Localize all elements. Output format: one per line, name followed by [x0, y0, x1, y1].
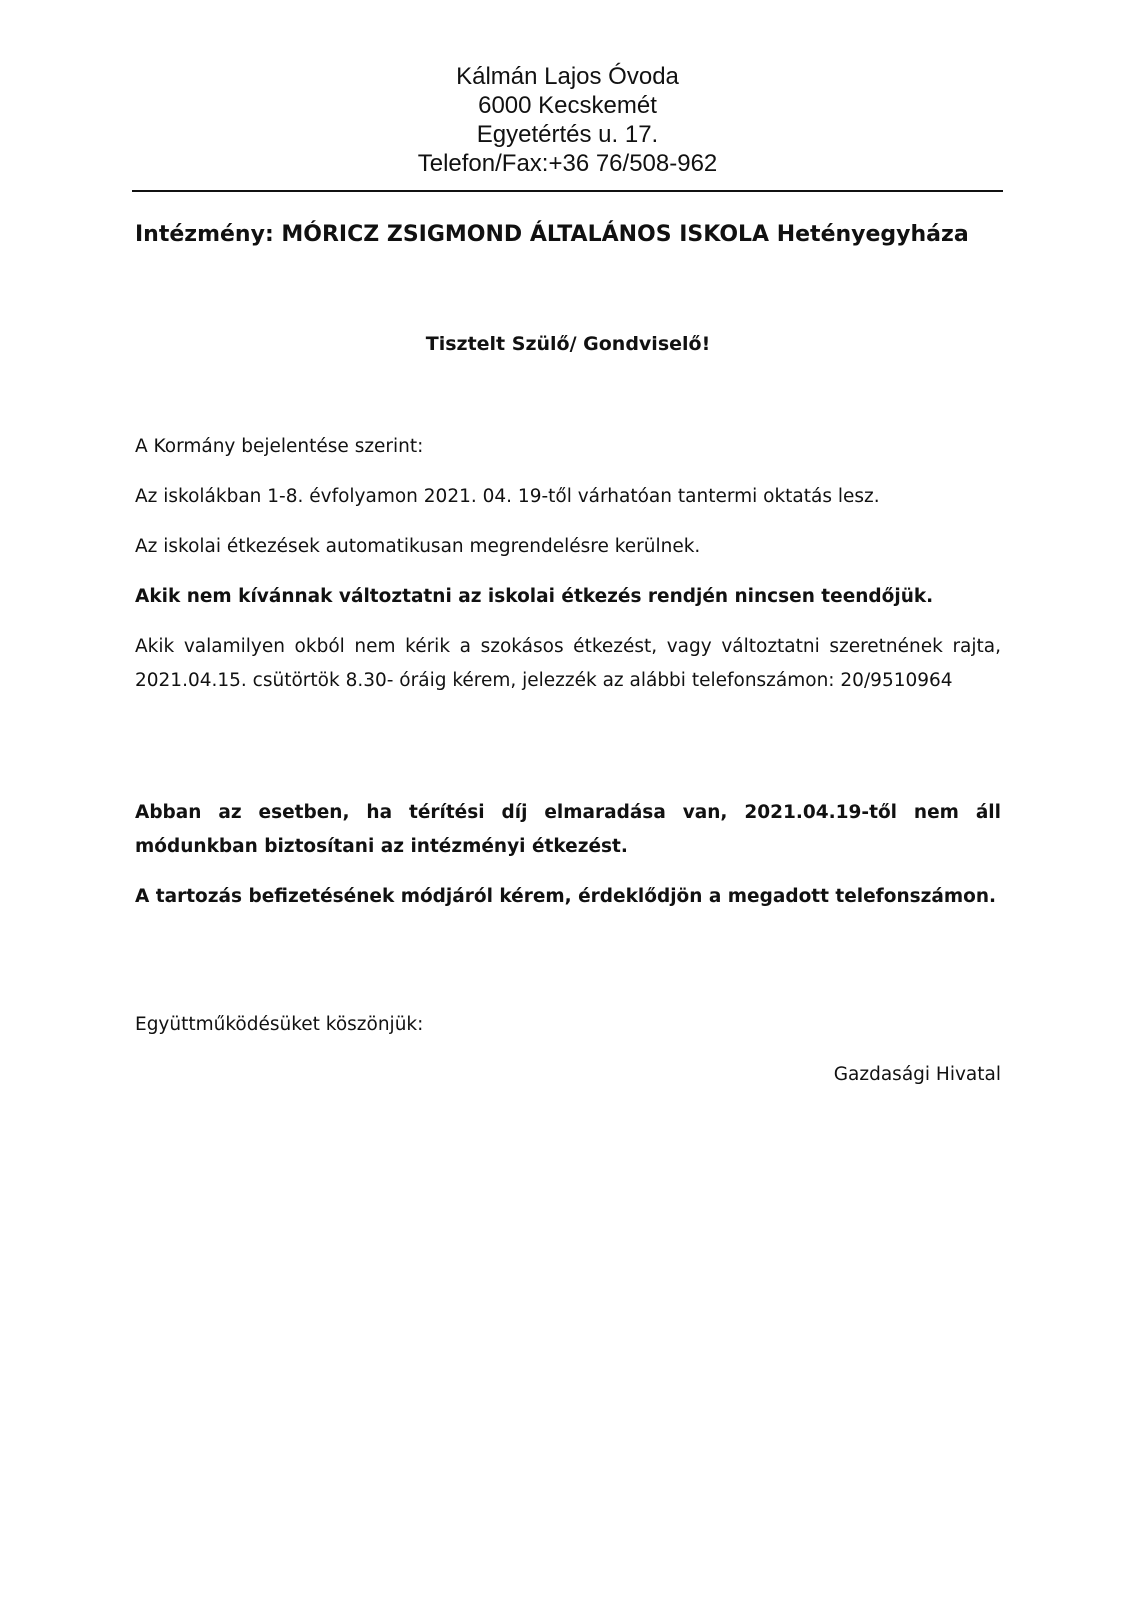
institution-heading: Intézmény: MÓRICZ ZSIGMOND ÁLTALÁNOS ISKOLA Hetényegyháza — [135, 222, 969, 247]
paragraph-no-action-needed: Akik nem kívánnak változtatni az iskolai étkezés rendjén nincsen teendőjük. — [135, 586, 934, 607]
letterhead-divider — [132, 190, 1003, 192]
paragraph-announcement-intro: A Kormány bejelentése szerint: — [135, 436, 424, 457]
paragraph-thanks: Együttműködésüket köszönjük: — [135, 1014, 424, 1035]
paragraph-meal-ordering: Az iskolai étkezések automatikusan megrendelésre kerülnek. — [135, 536, 701, 557]
paragraph-arrears-notice: Abban az esetben, ha térítési díj elmaradása van, 2021.04.19-től nem áll módunkban biztosítani az intézményi étkezést. — [135, 802, 1001, 857]
signature: Gazdasági Hivatal — [833, 1064, 1001, 1085]
greeting: Tisztelt Szülő/ Gondviselő! — [425, 333, 711, 355]
organization-phone: Telefon/Fax:+36 76/508-962 — [417, 150, 718, 177]
paragraph-classroom-education: Az iskolákban 1-8. évfolyamon 2021. 04. 19-től várhatóan tantermi oktatás lesz. — [135, 486, 880, 507]
paragraph-change-request: Akik valamilyen okból nem kérik a szokásos étkezést, vagy változtatni szeretnének rajta, 2021.04.15. csütörtök 8.30- óráig kérem, jelezzék az alábbi telefonszámon: 20/9510964 — [135, 636, 1001, 691]
organization-city: 6000 Kecskemét — [478, 92, 657, 119]
organization-street: Egyetértés u. 17. — [476, 121, 659, 148]
paragraph-payment-inquiry: A tartozás befizetésének módjáról kérem, érdeklődjön a megadott telefonszámon. — [135, 886, 997, 907]
letterhead — [132, 62, 1003, 178]
organization-name: Kálmán Lajos Óvoda — [456, 63, 679, 90]
